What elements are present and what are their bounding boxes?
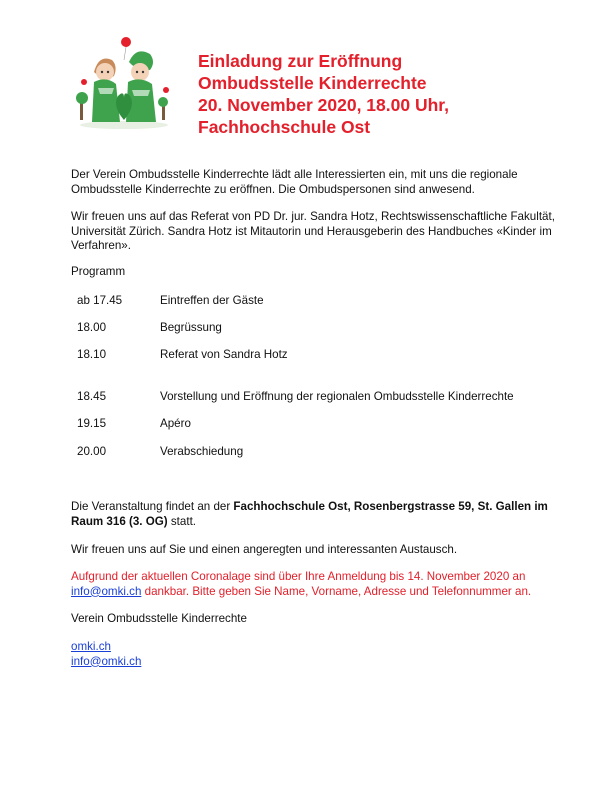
program-time: 19.15 (77, 417, 107, 430)
program-description: Vorstellung und Eröffnung der regionalen Ombudsstelle Kinderrechte (160, 390, 514, 403)
title-line-4: Fachhochschule Ost (198, 117, 371, 137)
program-time: 18.00 (77, 321, 107, 334)
program-heading: Programm (71, 265, 126, 278)
program-time: 20.00 (77, 445, 107, 458)
program-description: Eintreffen der Gäste (160, 294, 264, 307)
registration-email-link[interactable]: info@omki.ch (71, 584, 142, 598)
email-link[interactable]: info@omki.ch (71, 654, 142, 668)
title-line-2: Ombudsstelle Kinderrechte (198, 73, 427, 93)
thanks-paragraph: Wir freuen uns auf Sie und einen angeregten und interessanten Austausch. (71, 543, 458, 556)
venue-prefix: Die Veranstaltung findet an der (71, 500, 234, 513)
notice-text-before: Aufgrund der aktuellen Coronalage sind über Ihre Anmeldung bis 14. November 2020 an (71, 570, 526, 583)
program-time: 18.10 (77, 348, 107, 361)
registration-notice (71, 570, 561, 599)
program-description: Verabschiedung (160, 445, 244, 458)
program-time: 18.45 (77, 390, 107, 403)
notice-text-after: dankbar. Bitte geben Sie Name, Vorname, Adresse und Telefonnummer an. (141, 584, 532, 598)
title-line-1: Einladung zur Eröffnung (198, 51, 403, 71)
organization-signature: Verein Ombudsstelle Kinderrechte (71, 612, 247, 625)
intro-paragraph: Der Verein Ombudsstelle Kinderrechte lädt alle Interessierten ein, mit uns die regionale Ombudsstelle Kinderrechte zu eröffnen. Die Ombudspersonen sind anwesend. (71, 168, 518, 196)
program-description: Referat von Sandra Hotz (160, 348, 288, 361)
title-line-3: 20. November 2020, 18.00 Uhr, (198, 95, 449, 115)
program-time: ab 17.45 (77, 294, 123, 307)
contact-links (71, 640, 141, 669)
kids-illustration-logo (74, 32, 174, 132)
referat-paragraph: Wir freuen uns auf das Referat von PD Dr. jur. Sandra Hotz, Rechtswissenschaftliche Fakultät, Universität Zürich. Sandra Hotz ist Mitautorin und Herausgeberin des Handbuches «Kinder im Verfahren». (71, 210, 555, 253)
venue-paragraph (71, 500, 561, 529)
invitation-title (198, 50, 598, 138)
venue-location: Fachhochschule Ost, Rosenbergstrasse 59, St. Gallen im Raum 316 (3. OG) (71, 500, 548, 528)
program-description: Apéro (160, 417, 191, 430)
website-link[interactable]: omki.ch (71, 640, 111, 653)
venue-suffix: statt. (167, 514, 197, 528)
program-description: Begrüssung (160, 321, 222, 334)
